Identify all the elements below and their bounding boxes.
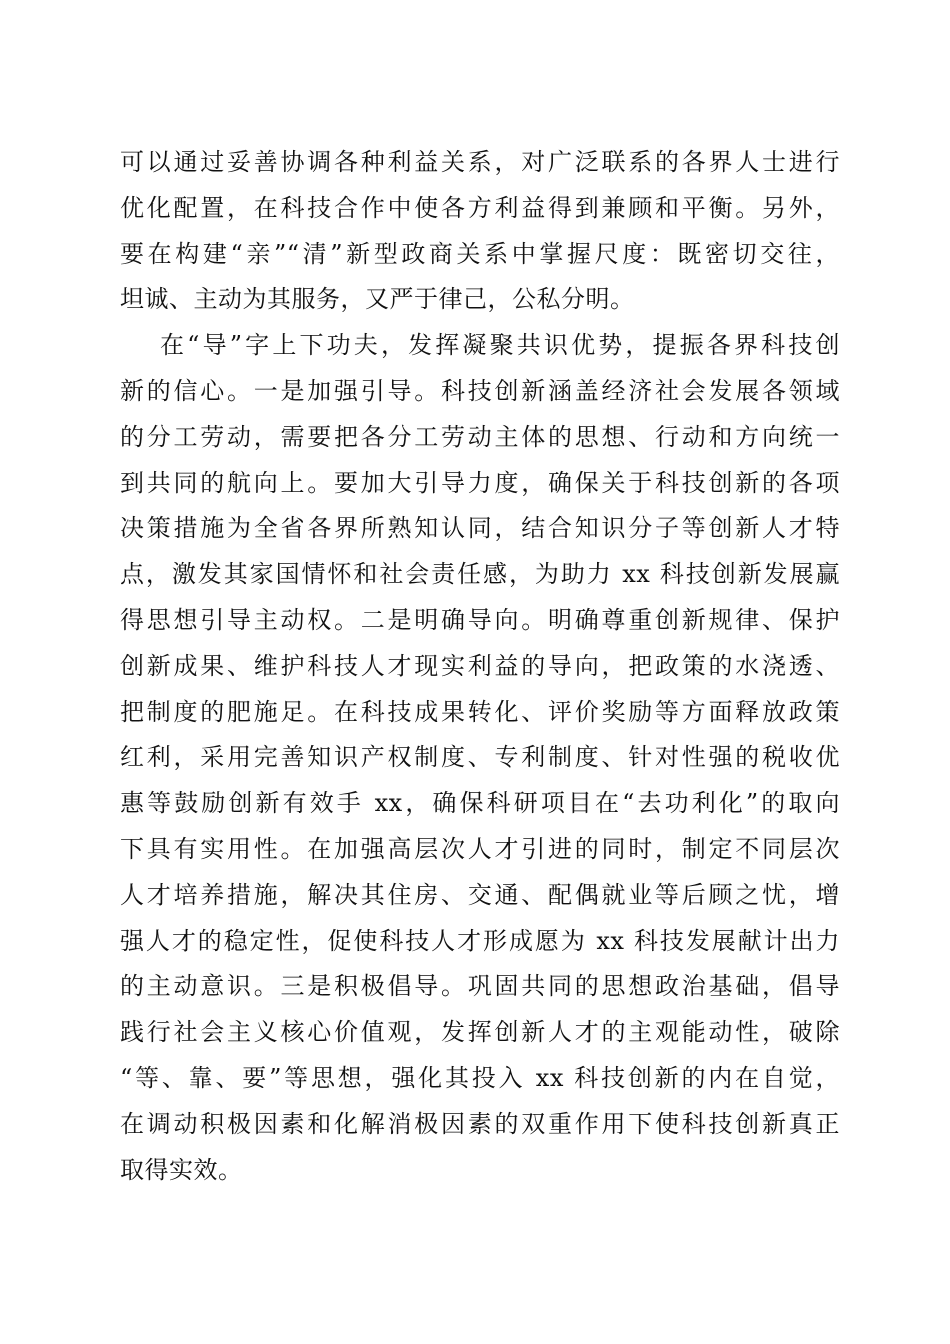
text-line: 的主动意识。三是积极倡导。巩固共同的思想政治基础，倡导 bbox=[120, 972, 840, 1001]
text-line: 取得实效。 bbox=[120, 1155, 243, 1184]
text-line: 得思想引导主动权。二是明确导向。明确尊重创新规律、保护 bbox=[120, 605, 840, 634]
paragraph-start-line: 在“导”字上下功夫，发挥凝聚共识优势，提振各界科技创 bbox=[160, 331, 840, 360]
text-line: 惠等鼓励创新有效手 xx，确保科研项目在“去功利化”的取向 bbox=[120, 789, 840, 818]
text-line: 到共同的航向上。要加大引导力度，确保关于科技创新的各项 bbox=[120, 468, 840, 497]
text-line: 新的信心。一是加强引导。科技创新涵盖经济社会发展各领域 bbox=[120, 376, 840, 405]
text-line: 决策措施为全省各界所熟知认同，结合知识分子等创新人才特 bbox=[120, 514, 840, 543]
text-line: 坦诚、主动为其服务，又严于律己，公私分明。 bbox=[120, 285, 635, 314]
text-line: 把制度的肥施足。在科技成果转化、评价奖励等方面释放政策 bbox=[120, 697, 840, 726]
text-line: 践行社会主义核心价值观，发挥创新人才的主观能动性，破除 bbox=[120, 1018, 840, 1047]
text-line: 强人才的稳定性，促使科技人才形成愿为 xx 科技发展献计出力 bbox=[120, 926, 840, 955]
text-line: “等、靠、要”等思想，强化其投入 xx 科技创新的内在自觉， bbox=[120, 1063, 840, 1092]
text-line: 要在构建“亲”“清”新型政商关系中掌握尺度：既密切交往， bbox=[120, 239, 840, 268]
text-line: 的分工劳动，需要把各分工劳动主体的思想、行动和方向统一 bbox=[120, 422, 840, 451]
body-text bbox=[120, 140, 840, 1193]
text-line: 在调动积极因素和化解消极因素的双重作用下使科技创新真正 bbox=[120, 1109, 840, 1138]
text-line: 下具有实用性。在加强高层次人才引进的同时，制定不同层次 bbox=[120, 834, 840, 863]
text-line: 人才培养措施，解决其住房、交通、配偶就业等后顾之忧，增 bbox=[120, 880, 840, 909]
text-line: 红利，采用完善知识产权制度、专利制度、针对性强的税收优 bbox=[120, 743, 840, 772]
text-line: 优化配置，在科技合作中使各方利益得到兼顾和平衡。另外， bbox=[120, 193, 840, 222]
text-line: 可以通过妥善协调各种利益关系，对广泛联系的各界人士进行 bbox=[120, 148, 840, 176]
text-line: 创新成果、维护科技人才现实利益的导向，把政策的水浇透、 bbox=[120, 651, 840, 680]
text-line: 点，激发其家国情怀和社会责任感，为助力 xx 科技创新发展赢 bbox=[120, 560, 840, 589]
